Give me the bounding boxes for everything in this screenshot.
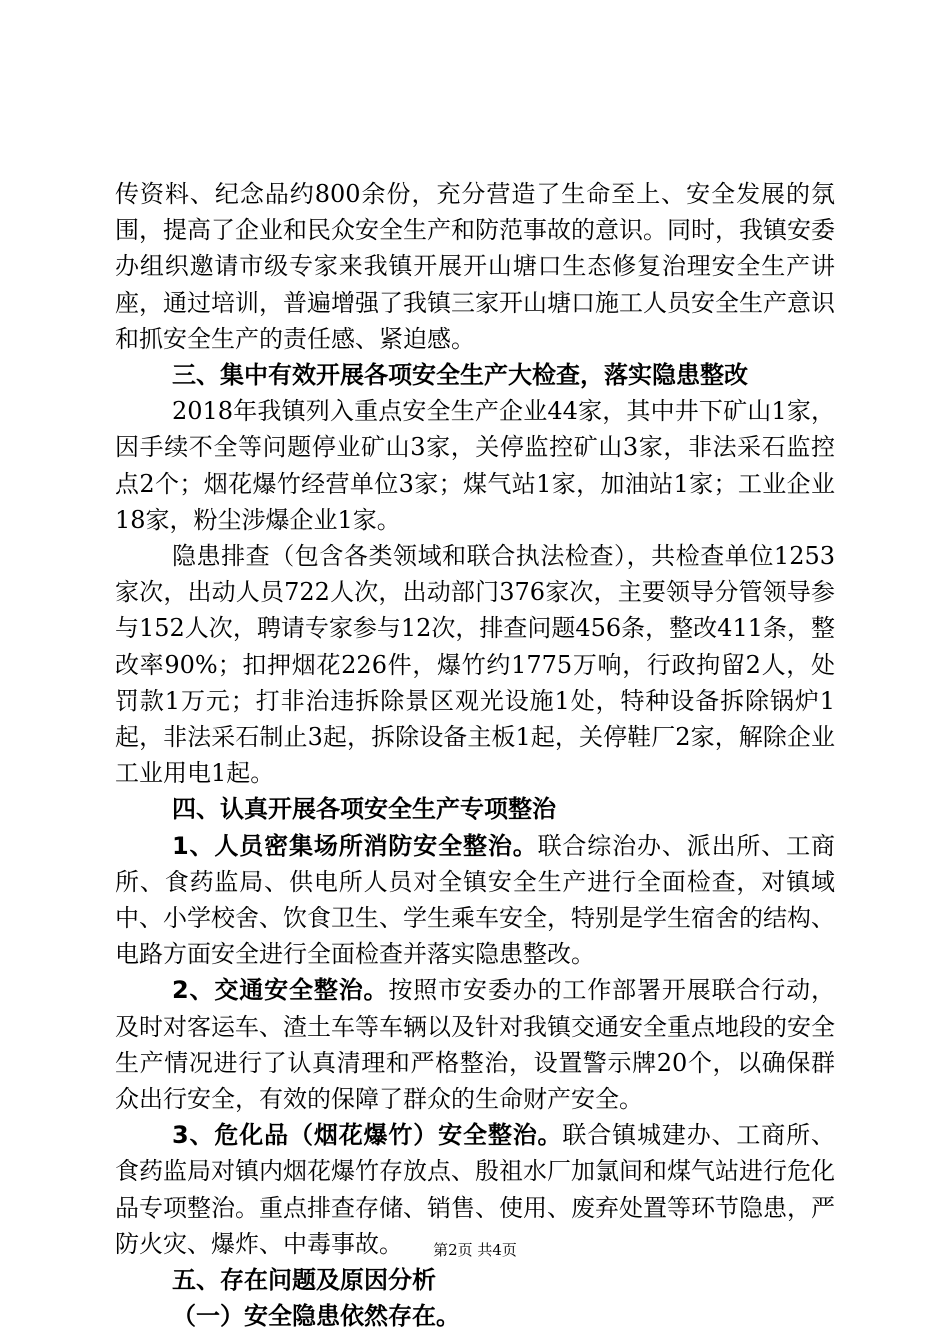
text-traffic-safety: 按照市安委办的工作部署开展联合行动，及时对客运车、渣土车等车辆以及针对我镇交通安全重点地段的安全生产情况进行了认真清理和严格整治，设置警示牌20个，以确保群众出行安全，有效的保障了群众的生命财产安全。 <box>115 976 835 1114</box>
section-heading-5: 五、存在问题及原因分析 <box>172 1266 436 1295</box>
text-fire-safety: 联合综治办、派出所、工商所、食药监局、供电所人员对全镇安全生产进行全面检查，对镇域中、小学校舍、饮食卫生、学生乘车安全，特别是学生宿舍的结构、电路方面安全进行全面检查并落实隐患整改。 <box>115 831 835 969</box>
text-hazmat-safety: 联合镇城建办、工商所、食药监局对镇内烟花爆竹存放点、殷祖水厂加氯间和煤气站进行危化品专项整治。重点排查存储、销售、使用、废弃处置等环节隐患，严防火灾、爆炸、中毒事故。 <box>115 1121 835 1258</box>
paragraph-hazard-inspection: 隐患排查（包含各类领域和联合执法检查），共检查单位1253家次，出动人员722人次，出动部门376家次，主要领导分管领导参与152人次，聘请专家参与12次，排查问题456条，整改411条，整改率90%；扣押烟花226件，爆竹约1775万响，行政拘留2人，处罚款1万元；打非治违拆除景区观光设施1处，特种设备拆除锅炉1起，非法采石制止3起，拆除设备主板1起，关停鞋厂2家，解除企业工业用电1起。 <box>115 542 835 788</box>
lead-traffic-safety: 2、交通安全整治。 <box>172 976 389 1005</box>
paragraph-traffic-safety <box>115 972 835 1117</box>
lead-hazmat-safety: 3、危化品（烟花爆竹）安全整治。 <box>172 1121 563 1150</box>
section-heading-3: 三、集中有效开展各项安全生产大检查，落实隐患整改 <box>172 361 748 390</box>
subsection-heading-1: （一）安全隐患依然存在。 <box>172 1302 460 1331</box>
lead-fire-safety: 1、人员密集场所消防安全整治。 <box>172 831 538 860</box>
paragraph-1: 传资料、纪念品约800余份，充分营造了生命至上、安全发展的氛围，提高了企业和民众安全生产和防范事故的意识。同时，我镇安委办组织邀请市级专家来我镇开展开山塘口生态修复治理安全生产讲座，通过培训，普遍增强了我镇三家开山塘口施工人员安全生产意识和抓安全生产的责任感、紧迫感。 <box>115 180 835 353</box>
paragraph-enterprises: 2018年我镇列入重点安全生产企业44家，其中井下矿山1家，因手续不全等问题停业矿山3家，关停监控矿山3家，非法采石监控点2个；烟花爆竹经营单位3家；煤气站1家，加油站1家；工业企业18家，粉尘涉爆企业1家。 <box>115 397 835 534</box>
section-heading-4: 四、认真开展各项安全生产专项整治 <box>172 795 556 824</box>
paragraph-fire-safety <box>115 828 835 973</box>
document-body <box>115 176 835 1335</box>
page-footer: 第2页 共4页 <box>433 1241 517 1259</box>
